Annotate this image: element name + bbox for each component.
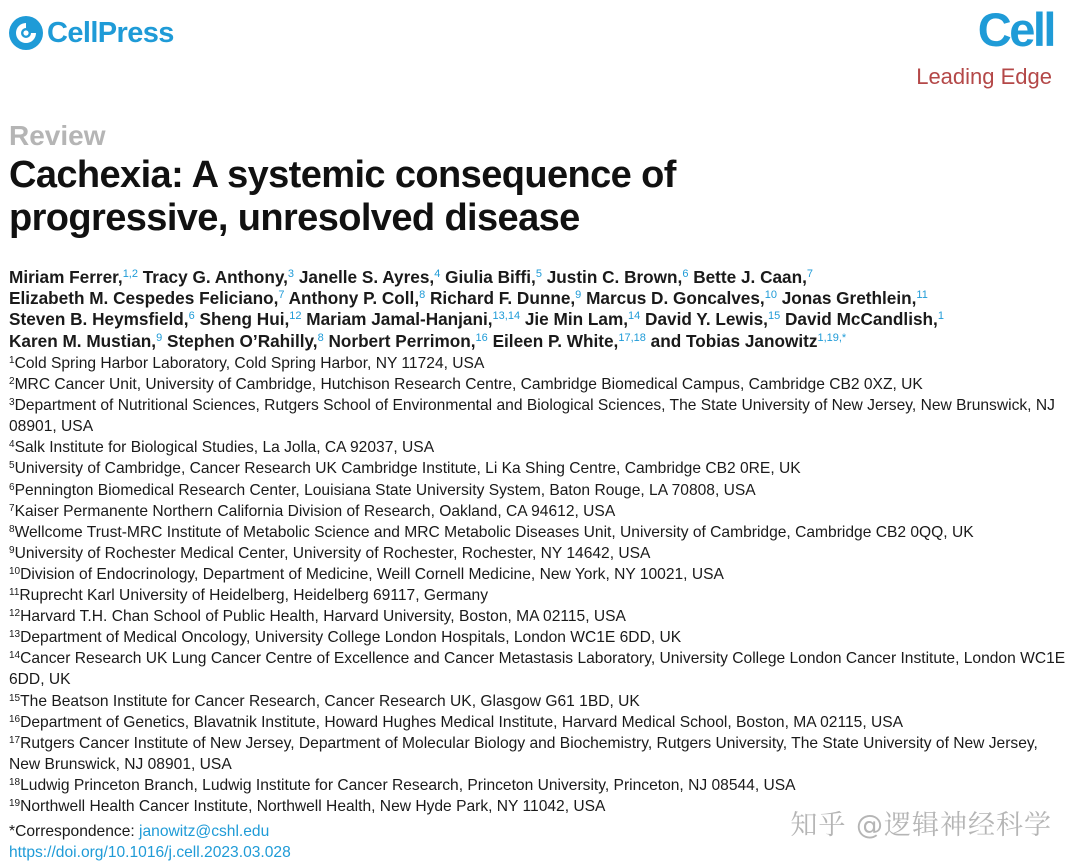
author-affiliation-ref[interactable]: 1,2	[122, 268, 138, 280]
author-name: Eileen P. White,	[487, 330, 619, 351]
affiliation-text: Department of Nutritional Sciences, Rutgers School of Environmental and Biological Sciences, The State University of New Jersey, New Brunswick, NJ 08901, USA	[9, 397, 1055, 436]
author-affiliation-ref[interactable]: 8	[317, 331, 324, 344]
affiliation-text: Cancer Research UK Lung Cancer Centre of Excellence and Cancer Metastasis Laboratory, University College London Cancer Institute, London WC1E 6DD, UK	[9, 650, 1066, 689]
affiliation-item	[9, 480, 1067, 501]
affiliation-text: Ludwig Princeton Branch, Ludwig Institute for Cancer Research, Princeton University, Princeton, NJ 08544, USA	[20, 776, 796, 794]
author-affiliation-ref[interactable]: 14	[628, 310, 641, 323]
author-name: David Y. Lewis,	[640, 309, 768, 330]
cellpress-logo	[9, 16, 174, 50]
affiliation-number: 1	[9, 355, 15, 366]
affiliation-text: MRC Cancer Unit, University of Cambridge, Hutchison Research Centre, Cambridge Biomedical Campus, Cambridge CB2 0XZ, UK	[14, 376, 923, 394]
author-name: Richard F. Dunne,	[425, 288, 576, 309]
author-line	[9, 331, 1069, 352]
author-name: Bette J. Caan,	[688, 267, 807, 287]
author-affiliation-ref[interactable]: 1	[937, 310, 944, 323]
affiliation-text: Pennington Biomedical Research Center, Louisiana State University System, Baton Rouge, LA 70808, USA	[14, 481, 756, 499]
author-affiliation-ref[interactable]: 11	[916, 289, 928, 302]
doi-link[interactable]: https://doi.org/10.1016/j.cell.2023.03.028	[9, 844, 291, 861]
affiliation-text: Rutgers Cancer Institute of New Jersey, Department of Molecular Biology and Biochemistry, Rutgers University, The State University of New Jersey, New Brunswick, NJ 08901, USA	[9, 734, 1038, 773]
author-affiliation-ref[interactable]: 8	[419, 289, 426, 302]
affiliation-item	[9, 437, 1067, 458]
author-name: Anthony P. Coll,	[284, 288, 420, 309]
affiliation-number: 2	[9, 376, 15, 388]
author-list	[9, 267, 1069, 352]
author-affiliation-ref[interactable]: 1,19,*	[817, 331, 847, 344]
correspondence-label: *Correspondence:	[9, 823, 140, 840]
affiliation-number: 10	[9, 565, 21, 577]
author-affiliation-ref[interactable]: 3	[287, 268, 295, 280]
affiliation-number: 18	[9, 776, 21, 788]
affiliation-item	[9, 374, 1067, 395]
affiliation-text: Ruprecht Karl University of Heidelberg, Heidelberg 69117, Germany	[19, 587, 489, 605]
affiliation-number: 3	[9, 397, 15, 409]
author-name: Mariam Jamal-Hanjani,	[301, 309, 493, 330]
author-affiliation-ref[interactable]: 9	[575, 289, 582, 302]
title-line: Cachexia: A systemic consequence of	[9, 154, 676, 196]
author-affiliation-ref[interactable]: 13,14	[492, 310, 521, 323]
affiliation-item	[9, 522, 1067, 543]
affiliation-item	[9, 501, 1067, 522]
affiliation-number: 15	[9, 692, 21, 704]
author-affiliation-ref[interactable]: 7	[806, 268, 814, 280]
affiliation-item	[9, 458, 1067, 479]
affiliation-number: 9	[9, 544, 15, 556]
affiliation-number: 4	[9, 439, 15, 451]
author-name: Miriam Ferrer,	[9, 267, 123, 287]
author-name: Sheng Hui,	[194, 309, 290, 330]
affiliation-item	[9, 775, 1067, 796]
author-affiliation-ref[interactable]: 4	[434, 268, 441, 280]
cellpress-wordmark: CellPress	[47, 16, 174, 49]
affiliation-item	[9, 691, 1067, 712]
author-name: Marcus D. Goncalves,	[581, 288, 765, 309]
title-line: progressive, unresolved disease	[9, 197, 580, 239]
affiliation-text: Northwell Health Cancer Institute, Northwell Health, New Hyde Park, NY 11042, USA	[20, 797, 606, 815]
affiliation-text: Kaiser Permanente Northern California Division of Research, Oakland, CA 94612, USA	[14, 502, 616, 520]
author-affiliation-ref[interactable]: 17,18	[618, 331, 646, 344]
section-label: Leading Edge	[916, 64, 1052, 89]
affiliation-text: Department of Medical Oncology, University College London Hospitals, London WC1E 6DD, UK	[20, 629, 682, 647]
affiliation-item	[9, 712, 1067, 733]
affiliation-number: 7	[9, 502, 15, 514]
affiliation-number: 6	[9, 481, 15, 493]
affiliation-text: Department of Genetics, Blavatnik Institute, Howard Hughes Medical Institute, Harvard Medical School, Boston, MA 02115, USA	[20, 713, 904, 731]
affiliation-item	[9, 606, 1067, 627]
author-line	[9, 267, 1069, 288]
affiliation-item	[9, 543, 1067, 564]
author-affiliation-ref[interactable]: 10	[764, 289, 777, 302]
author-line	[9, 309, 1069, 330]
correspondence	[9, 821, 269, 842]
affiliation-text: Salk Institute for Biological Studies, La Jolla, CA 92037, USA	[14, 439, 435, 457]
affiliation-item	[9, 648, 1067, 690]
author-name: Stephen O’Rahilly,	[162, 330, 318, 351]
affiliation-item	[9, 395, 1067, 437]
author-name: Tracy G. Anthony,	[137, 267, 288, 287]
author-line	[9, 288, 1069, 309]
affiliation-number: 8	[9, 523, 15, 535]
author-name: and Tobias Janowitz	[645, 330, 818, 351]
author-affiliation-ref[interactable]: 6	[188, 310, 195, 323]
affiliation-text: Cold Spring Harbor Laboratory, Cold Spring Harbor, NY 11724, USA	[14, 355, 485, 372]
author-affiliation-ref[interactable]: 7	[278, 289, 285, 302]
article-type: Review	[9, 120, 106, 151]
author-name: Janelle S. Ayres,	[294, 267, 435, 287]
author-name: Giulia Biffi,	[440, 267, 536, 287]
cellpress-mark-icon	[9, 16, 43, 50]
affiliation-number: 13	[9, 629, 21, 641]
affiliation-text: Division of Endocrinology, Department of Medicine, Weill Cornell Medicine, New York, NY 10021, USA	[20, 565, 724, 583]
author-affiliation-ref[interactable]: 5	[535, 268, 542, 280]
author-name: Justin C. Brown,	[541, 267, 683, 287]
watermark: 知乎 @逻辑神经科学	[790, 810, 1052, 841]
affiliation-item	[9, 733, 1067, 775]
correspondence-email-link[interactable]: janowitz@cshl.edu	[139, 823, 270, 840]
author-name: Elizabeth M. Cespedes Feliciano,	[9, 288, 279, 309]
affiliation-text: University of Rochester Medical Center, University of Rochester, Rochester, NY 14642, USA	[14, 544, 651, 562]
author-name: David McCandlish,	[780, 309, 938, 330]
cell-journal-logo: Cell	[977, 3, 1054, 56]
affiliation-item	[9, 627, 1067, 648]
affiliation-item	[9, 585, 1067, 606]
affiliation-number: 19	[9, 797, 21, 809]
author-affiliation-ref[interactable]: 15	[767, 310, 781, 323]
author-affiliation-ref[interactable]: 12	[289, 310, 302, 323]
affiliation-item	[9, 564, 1067, 585]
affiliation-list	[9, 353, 1067, 817]
affiliation-number: 17	[9, 734, 21, 746]
author-name: Jie Min Lam,	[520, 309, 629, 330]
affiliation-number: 12	[9, 608, 21, 620]
affiliation-number: 14	[9, 650, 21, 662]
author-name: Steven B. Heymsfield,	[9, 309, 189, 330]
affiliation-text: Harvard T.H. Chan School of Public Health, Harvard University, Boston, MA 02115, USA	[20, 608, 626, 626]
affiliation-text: Wellcome Trust-MRC Institute of Metabolic Science and MRC Metabolic Diseases Unit, University of Cambridge, Cambridge CB2 0QQ, UK	[14, 523, 974, 541]
affiliation-text: The Beatson Institute for Cancer Research, Cancer Research UK, Glasgow G61 1BD, UK	[20, 692, 640, 710]
author-name: Karen M. Mustian,	[9, 330, 157, 351]
affiliation-item	[9, 353, 1067, 374]
author-affiliation-ref[interactable]: 9	[156, 331, 163, 344]
affiliation-number: 5	[9, 460, 15, 472]
author-name: Jonas Grethlein,	[776, 288, 917, 309]
author-affiliation-ref[interactable]: 6	[682, 268, 689, 280]
author-name: Norbert Perrimon,	[323, 330, 476, 351]
affiliation-text: University of Cambridge, Cancer Research UK Cambridge Institute, Li Ka Shing Centre, Cambridge CB2 0RE, UK	[14, 460, 801, 478]
affiliation-number: 16	[9, 713, 21, 725]
affiliation-number: 11	[9, 587, 20, 599]
article-title	[9, 154, 1049, 240]
author-affiliation-ref[interactable]: 16	[475, 331, 488, 344]
